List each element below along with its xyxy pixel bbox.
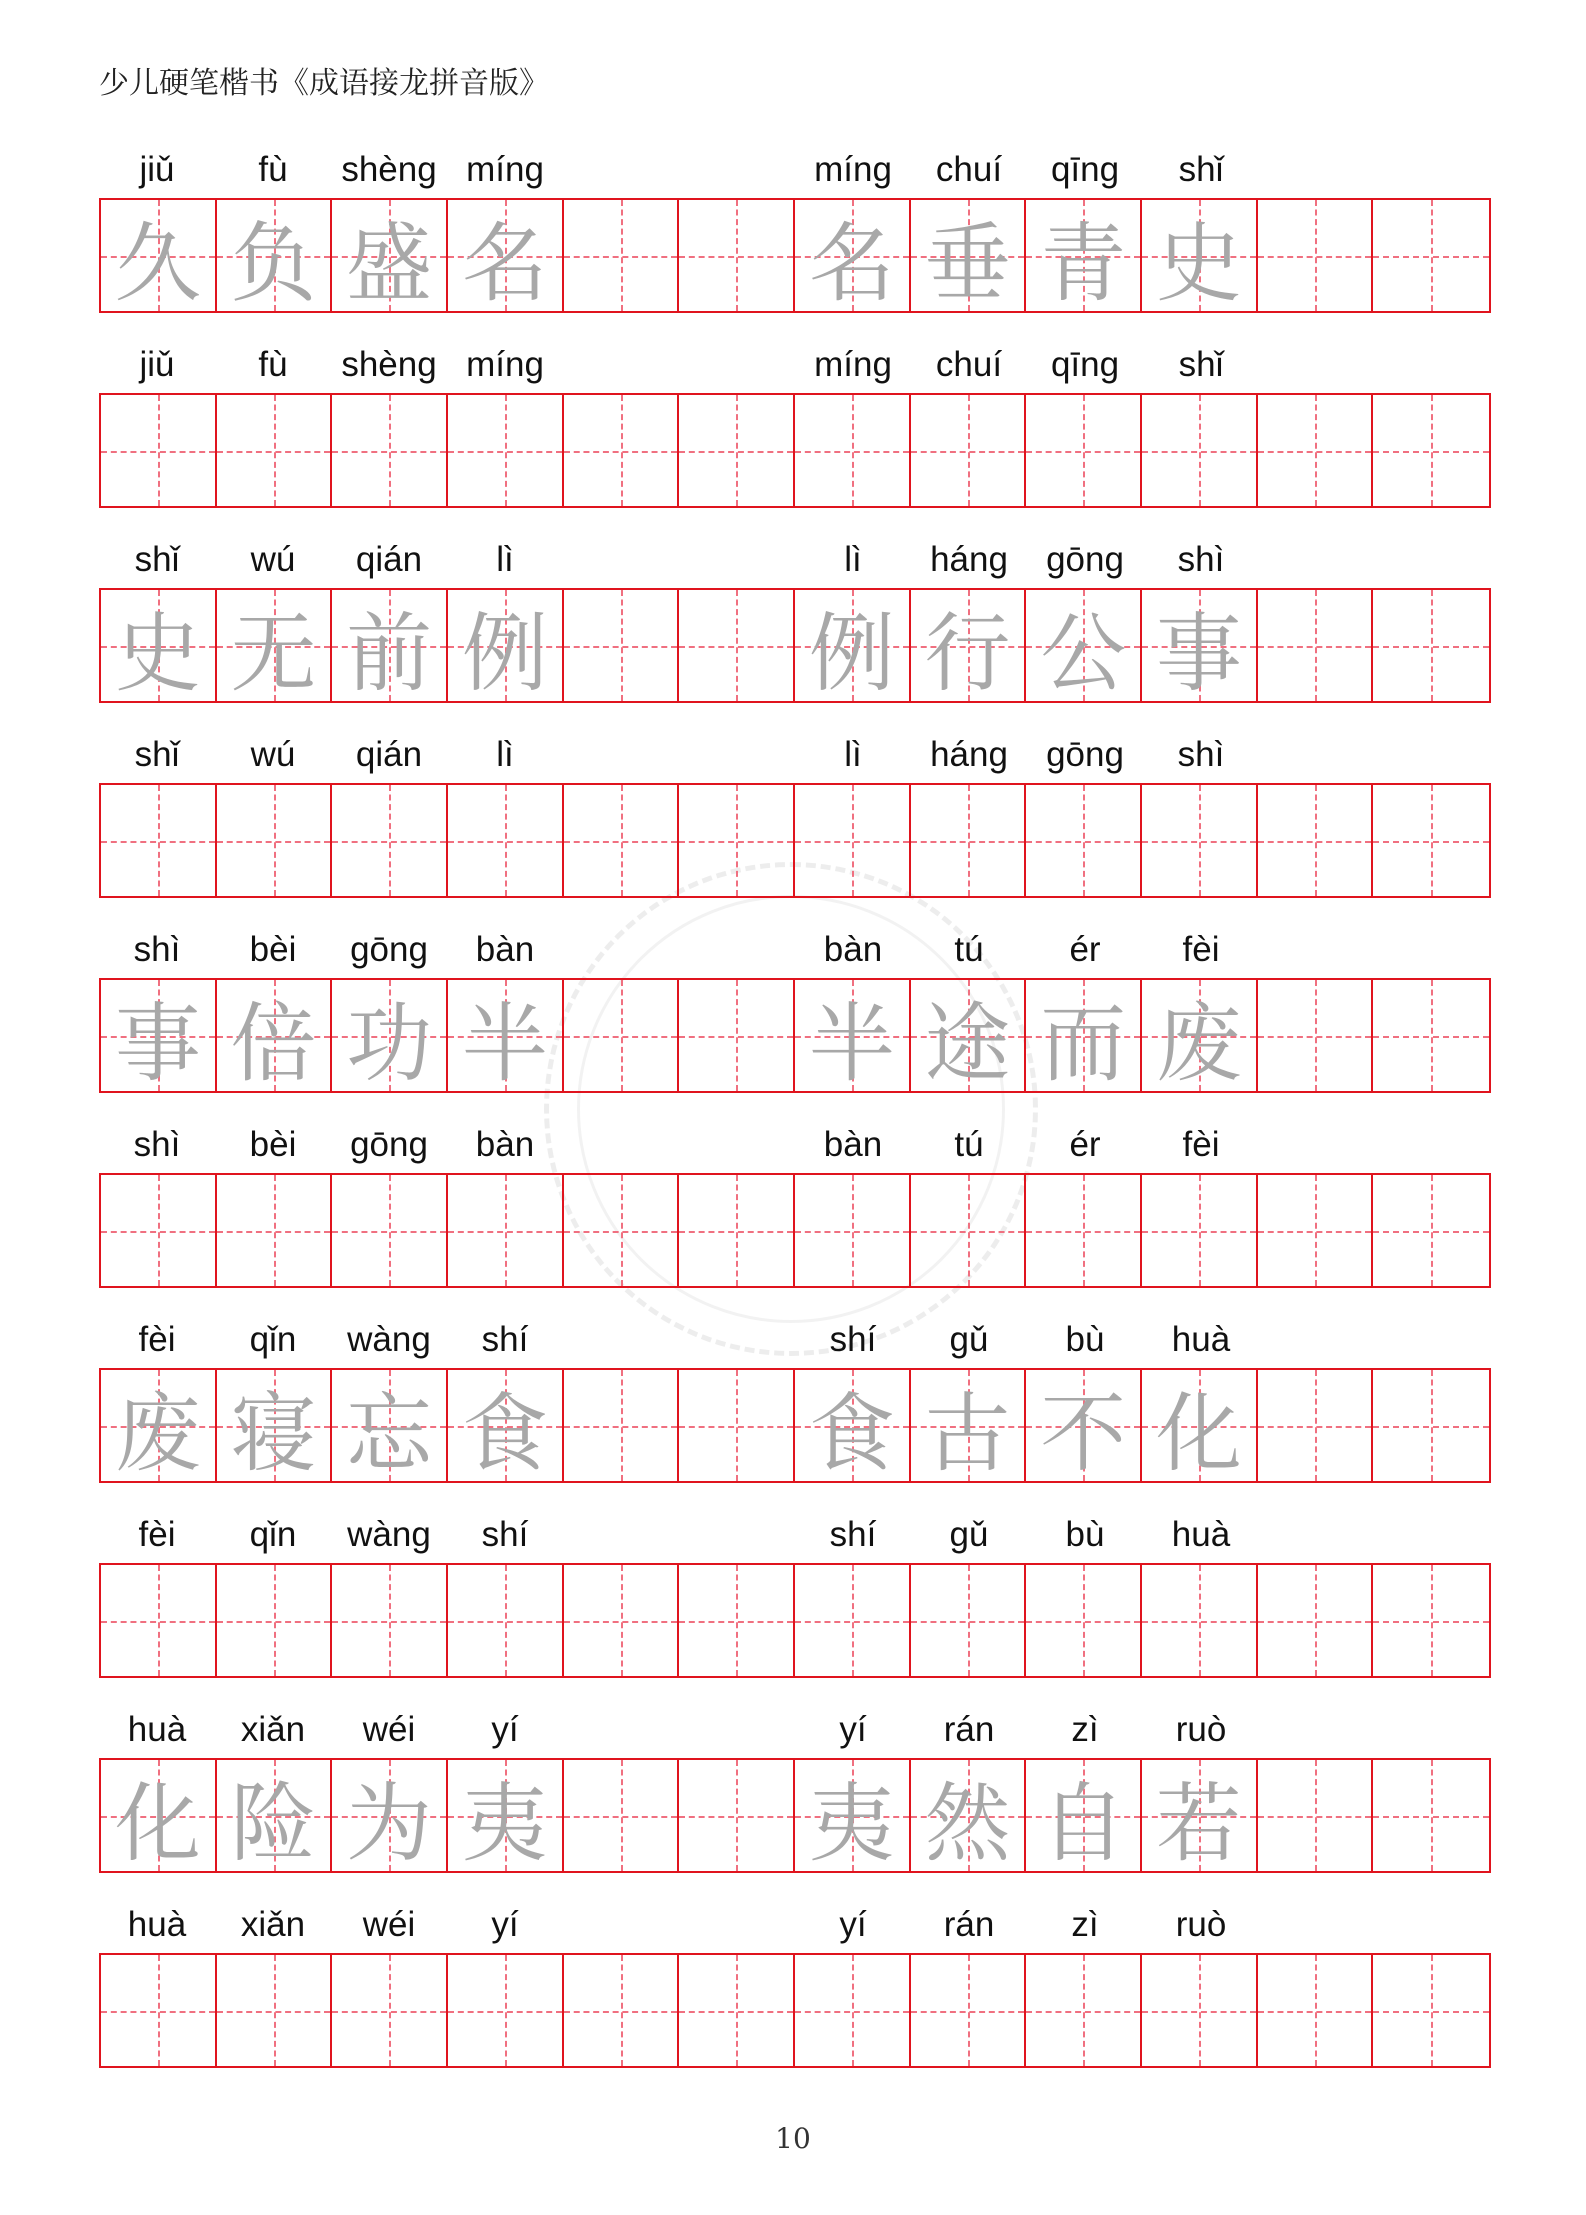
writing-cell[interactable] — [332, 1370, 448, 1484]
writing-cell[interactable] — [448, 200, 564, 314]
pinyin-label: háng — [930, 735, 1008, 774]
trace-character: 青 — [1040, 213, 1127, 314]
pinyin-label: chuí — [935, 345, 1003, 384]
writing-cell[interactable] — [1026, 1175, 1142, 1286]
writing-cell[interactable] — [911, 1175, 1027, 1286]
pinyin-label: tú — [954, 1125, 984, 1164]
pinyin-label: qǐn — [249, 1320, 297, 1359]
tianzige-grid — [99, 1953, 1491, 2068]
trace-character: 半 — [808, 993, 895, 1094]
writing-cell[interactable] — [911, 200, 1027, 314]
writing-cell[interactable] — [1258, 590, 1374, 701]
writing-cell[interactable] — [217, 1175, 333, 1286]
pinyin-label: ér — [1069, 1125, 1101, 1164]
pinyin-label: shǐ — [134, 735, 180, 774]
pinyin-label: wú — [250, 735, 296, 774]
writing-cell[interactable] — [332, 590, 448, 704]
pinyin-label: míng — [814, 150, 892, 189]
writing-cell[interactable] — [101, 785, 217, 896]
tianzige-grid — [99, 1563, 1491, 1678]
writing-cell[interactable] — [795, 1565, 911, 1676]
writing-cell[interactable] — [1373, 1175, 1489, 1286]
tianzige-grid — [99, 1368, 1491, 1483]
trace-character: 名 — [461, 213, 548, 314]
pinyin-label: tú — [954, 930, 984, 969]
pinyin-label: jiǔ — [139, 150, 175, 189]
trace-character: 而 — [1040, 993, 1127, 1094]
trace-character: 自 — [1040, 1773, 1127, 1874]
writing-cell[interactable] — [101, 1565, 217, 1676]
pinyin-label: gōng — [350, 930, 428, 969]
trace-character: 废 — [114, 1383, 201, 1484]
writing-cell[interactable] — [1142, 1175, 1258, 1286]
writing-cell[interactable] — [1142, 200, 1258, 314]
writing-cell[interactable] — [101, 200, 217, 314]
pinyin-label: bàn — [475, 1125, 535, 1164]
pinyin-label: ruò — [1175, 1710, 1227, 1749]
pinyin-label: lì — [496, 735, 514, 774]
writing-cell[interactable] — [795, 200, 911, 314]
writing-cell[interactable] — [101, 395, 217, 506]
writing-cell[interactable] — [217, 1955, 333, 2066]
pinyin-label: zì — [1071, 1905, 1099, 1944]
pinyin-label: bèi — [249, 930, 297, 969]
trace-row — [99, 1308, 1491, 1483]
writing-cell[interactable] — [1373, 1370, 1489, 1481]
pinyin-label: jiǔ — [139, 345, 175, 384]
trace-character: 食 — [461, 1383, 548, 1484]
writing-cell[interactable] — [564, 200, 680, 311]
writing-cell[interactable] — [332, 200, 448, 314]
tianzige-grid — [99, 393, 1491, 508]
writing-cell[interactable] — [332, 395, 448, 506]
pinyin-label: bàn — [823, 1125, 883, 1164]
pinyin-label: shèng — [341, 150, 437, 189]
pinyin-label: gǔ — [949, 1320, 989, 1359]
writing-cell[interactable] — [1142, 980, 1258, 1094]
pinyin-label: lì — [844, 540, 862, 579]
pinyin-label: wéi — [362, 1905, 416, 1944]
tianzige-grid — [99, 978, 1491, 1093]
pinyin-label: gōng — [350, 1125, 428, 1164]
writing-cell[interactable] — [1142, 1760, 1258, 1874]
pinyin-label: qián — [355, 540, 423, 579]
writing-cell[interactable] — [1026, 785, 1142, 896]
pinyin-label: bàn — [823, 930, 883, 969]
writing-cell[interactable] — [1258, 1955, 1374, 2066]
writing-cell[interactable] — [1026, 1370, 1142, 1484]
pinyin-label: bù — [1065, 1515, 1105, 1554]
writing-cell[interactable] — [332, 1760, 448, 1874]
pinyin-label: yí — [839, 1905, 867, 1944]
writing-cell[interactable] — [1258, 1760, 1374, 1871]
writing-cell[interactable] — [564, 590, 680, 701]
writing-cell[interactable] — [1142, 590, 1258, 704]
trace-character: 化 — [114, 1773, 201, 1874]
practice-row — [99, 333, 1491, 508]
tianzige-grid — [99, 1758, 1491, 1873]
pinyin-label: míng — [466, 150, 544, 189]
writing-cell[interactable] — [217, 980, 333, 1094]
pinyin-label: bàn — [475, 930, 535, 969]
writing-cell[interactable] — [679, 200, 795, 311]
pinyin-label: gōng — [1046, 735, 1124, 774]
trace-character: 例 — [808, 603, 895, 704]
writing-cell[interactable] — [795, 1175, 911, 1286]
tianzige-grid — [99, 198, 1491, 313]
pinyin-label: shǐ — [134, 540, 180, 579]
trace-character: 负 — [230, 213, 317, 314]
writing-cell[interactable] — [911, 1760, 1027, 1874]
writing-cell[interactable] — [564, 980, 680, 1091]
trace-character: 夷 — [461, 1773, 548, 1874]
writing-cell[interactable] — [448, 1565, 564, 1676]
trace-character: 废 — [1155, 993, 1242, 1094]
pinyin-label: fèi — [138, 1515, 176, 1554]
pinyin-label: qīng — [1050, 150, 1120, 189]
writing-cell[interactable] — [101, 1370, 217, 1484]
pinyin-label: qǐn — [249, 1515, 297, 1554]
writing-cell[interactable] — [1026, 395, 1142, 506]
pinyin-label: fèi — [1182, 930, 1220, 969]
writing-cell[interactable] — [1026, 200, 1142, 314]
writing-cell[interactable] — [1373, 1955, 1489, 2066]
trace-character: 为 — [346, 1773, 433, 1874]
writing-cell[interactable] — [1258, 785, 1374, 896]
pinyin-label: shì — [1177, 735, 1225, 774]
pinyin-row — [99, 1308, 1491, 1368]
pinyin-label: qīng — [1050, 345, 1120, 384]
trace-character: 行 — [924, 603, 1011, 704]
pinyin-row — [99, 723, 1491, 783]
pinyin-label: yí — [491, 1710, 519, 1749]
pinyin-label: míng — [814, 345, 892, 384]
writing-cell[interactable] — [217, 785, 333, 896]
writing-cell[interactable] — [564, 395, 680, 506]
writing-cell[interactable] — [911, 980, 1027, 1094]
pinyin-label: shǐ — [1178, 150, 1224, 189]
writing-cell[interactable] — [448, 980, 564, 1094]
writing-cell[interactable] — [679, 1175, 795, 1286]
trace-character: 寝 — [230, 1383, 317, 1484]
writing-cell[interactable] — [564, 1370, 680, 1481]
writing-cell[interactable] — [217, 1565, 333, 1676]
writing-cell[interactable] — [448, 1370, 564, 1484]
pinyin-label: ruò — [1175, 1905, 1227, 1944]
writing-cell[interactable] — [332, 1565, 448, 1676]
pinyin-label: qián — [355, 735, 423, 774]
pinyin-label: fù — [258, 150, 288, 189]
writing-cell[interactable] — [1026, 1955, 1142, 2066]
writing-cell[interactable] — [679, 785, 795, 896]
writing-cell[interactable] — [1142, 1565, 1258, 1676]
writing-cell[interactable] — [1258, 980, 1374, 1091]
writing-cell[interactable] — [564, 1565, 680, 1676]
writing-cell[interactable] — [1373, 980, 1489, 1091]
trace-row — [99, 918, 1491, 1093]
trace-character: 前 — [346, 603, 433, 704]
writing-cell[interactable] — [217, 395, 333, 506]
writing-cell[interactable] — [795, 1760, 911, 1874]
pinyin-label: rán — [943, 1710, 995, 1749]
writing-cell[interactable] — [1258, 1175, 1374, 1286]
pinyin-label: fèi — [138, 1320, 176, 1359]
trace-character: 垂 — [924, 213, 1011, 314]
pinyin-label: wàng — [347, 1320, 431, 1359]
writing-cell[interactable] — [101, 590, 217, 704]
writing-cell[interactable] — [1373, 395, 1489, 506]
writing-cell[interactable] — [679, 1370, 795, 1481]
writing-cell[interactable] — [217, 1760, 333, 1874]
writing-cell[interactable] — [1026, 980, 1142, 1094]
trace-character: 公 — [1040, 603, 1127, 704]
writing-cell[interactable] — [448, 1175, 564, 1286]
trace-character: 史 — [1155, 213, 1242, 314]
trace-character: 无 — [230, 603, 317, 704]
writing-cell[interactable] — [1373, 1760, 1489, 1871]
trace-character: 食 — [808, 1383, 895, 1484]
pinyin-label: xiǎn — [240, 1905, 306, 1944]
practice-row — [99, 1113, 1491, 1288]
writing-cell[interactable] — [1258, 200, 1374, 311]
trace-character: 史 — [114, 603, 201, 704]
writing-cell[interactable] — [911, 785, 1027, 896]
writing-cell[interactable] — [332, 980, 448, 1094]
writing-cell[interactable] — [564, 785, 680, 896]
pinyin-label: ér — [1069, 930, 1101, 969]
writing-cell[interactable] — [679, 590, 795, 701]
pinyin-label: shí — [829, 1320, 877, 1359]
trace-character: 例 — [461, 603, 548, 704]
writing-cell[interactable] — [217, 200, 333, 314]
pinyin-label: lì — [844, 735, 862, 774]
writing-cell[interactable] — [217, 590, 333, 704]
pinyin-label: wàng — [347, 1515, 431, 1554]
writing-cell[interactable] — [679, 1760, 795, 1871]
pinyin-label: huà — [127, 1905, 187, 1944]
trace-character: 然 — [924, 1773, 1011, 1874]
pinyin-label: huà — [1171, 1515, 1231, 1554]
trace-character: 事 — [1155, 603, 1242, 704]
writing-cell[interactable] — [448, 590, 564, 704]
pinyin-label: shì — [1177, 540, 1225, 579]
writing-cell[interactable] — [1142, 1370, 1258, 1484]
tianzige-grid — [99, 1173, 1491, 1288]
pinyin-row — [99, 528, 1491, 588]
pinyin-label: shǐ — [1178, 345, 1224, 384]
page-header: 少儿硬笔楷书《成语接龙拼音版》 — [99, 66, 549, 101]
pinyin-label: shí — [481, 1320, 529, 1359]
writing-cell[interactable] — [217, 1370, 333, 1484]
writing-cell[interactable] — [564, 1175, 680, 1286]
page-number: 10 — [775, 2122, 811, 2155]
writing-cell[interactable] — [1026, 590, 1142, 704]
pinyin-label: yí — [491, 1905, 519, 1944]
pinyin-label: yí — [839, 1710, 867, 1749]
writing-cell[interactable] — [1373, 1565, 1489, 1676]
pinyin-label: gōng — [1046, 540, 1124, 579]
pinyin-label: huà — [127, 1710, 187, 1749]
pinyin-label: fèi — [1182, 1125, 1220, 1164]
pinyin-label: shí — [829, 1515, 877, 1554]
pinyin-label: wú — [250, 540, 296, 579]
trace-character: 倍 — [230, 993, 317, 1094]
writing-cell[interactable] — [911, 1955, 1027, 2066]
writing-cell[interactable] — [1373, 200, 1489, 311]
pinyin-row — [99, 138, 1491, 198]
trace-character: 半 — [461, 993, 548, 1094]
pinyin-row — [99, 1698, 1491, 1758]
pinyin-label: zì — [1071, 1710, 1099, 1749]
trace-row — [99, 528, 1491, 703]
writing-cell[interactable] — [1258, 395, 1374, 506]
writing-cell[interactable] — [564, 1955, 680, 2066]
trace-character: 久 — [114, 213, 201, 314]
writing-cell[interactable] — [795, 1955, 911, 2066]
trace-character: 夷 — [808, 1773, 895, 1874]
writing-cell[interactable] — [101, 1760, 217, 1874]
writing-cell[interactable] — [448, 395, 564, 506]
writing-cell[interactable] — [911, 395, 1027, 506]
writing-cell[interactable] — [795, 1370, 911, 1484]
pinyin-label: fù — [258, 345, 288, 384]
writing-cell[interactable] — [679, 1565, 795, 1676]
writing-cell[interactable] — [101, 980, 217, 1094]
trace-character: 忘 — [346, 1383, 433, 1484]
pinyin-label: háng — [930, 540, 1008, 579]
pinyin-label: míng — [466, 345, 544, 384]
writing-cell[interactable] — [332, 1175, 448, 1286]
writing-cell[interactable] — [795, 395, 911, 506]
pinyin-label: shèng — [341, 345, 437, 384]
pinyin-label: shí — [481, 1515, 529, 1554]
writing-cell[interactable] — [1373, 590, 1489, 701]
trace-row — [99, 1698, 1491, 1873]
trace-row — [99, 138, 1491, 313]
trace-character: 盛 — [346, 213, 433, 314]
writing-cell[interactable] — [911, 590, 1027, 704]
writing-cell[interactable] — [332, 1955, 448, 2066]
writing-cell[interactable] — [679, 395, 795, 506]
pinyin-row — [99, 1113, 1491, 1173]
trace-character: 名 — [808, 213, 895, 314]
practice-row — [99, 1503, 1491, 1678]
practice-row — [99, 1893, 1491, 2068]
writing-cell[interactable] — [101, 1955, 217, 2066]
pinyin-label: rán — [943, 1905, 995, 1944]
writing-cell[interactable] — [1258, 1565, 1374, 1676]
writing-cell[interactable] — [679, 980, 795, 1091]
writing-cell[interactable] — [448, 1760, 564, 1874]
pinyin-label: wéi — [362, 1710, 416, 1749]
writing-cell[interactable] — [1373, 785, 1489, 896]
writing-cell[interactable] — [795, 590, 911, 704]
trace-character: 若 — [1155, 1773, 1242, 1874]
writing-cell[interactable] — [679, 1955, 795, 2066]
tianzige-grid — [99, 588, 1491, 703]
pinyin-label: bù — [1065, 1320, 1105, 1359]
writing-cell[interactable] — [448, 1955, 564, 2066]
writing-cell[interactable] — [1142, 395, 1258, 506]
writing-cell[interactable] — [1142, 785, 1258, 896]
pinyin-label: bèi — [249, 1125, 297, 1164]
pinyin-label: shì — [133, 930, 181, 969]
writing-cell[interactable] — [448, 785, 564, 896]
trace-character: 化 — [1155, 1383, 1242, 1484]
practice-row — [99, 723, 1491, 898]
writing-cell[interactable] — [564, 1760, 680, 1871]
pinyin-label: shì — [133, 1125, 181, 1164]
trace-character: 事 — [114, 993, 201, 1094]
writing-cell[interactable] — [795, 980, 911, 1094]
trace-character: 途 — [924, 993, 1011, 1094]
pinyin-label: lì — [496, 540, 514, 579]
writing-cell[interactable] — [1026, 1565, 1142, 1676]
writing-cell[interactable] — [795, 785, 911, 896]
trace-character: 功 — [346, 993, 433, 1094]
writing-cell[interactable] — [332, 785, 448, 896]
pinyin-label: gǔ — [949, 1515, 989, 1554]
writing-cell[interactable] — [1258, 1370, 1374, 1481]
pinyin-label: huà — [1171, 1320, 1231, 1359]
trace-character: 险 — [230, 1773, 317, 1874]
pinyin-row — [99, 918, 1491, 978]
trace-character: 古 — [924, 1383, 1011, 1484]
tianzige-grid — [99, 783, 1491, 898]
writing-cell[interactable] — [1026, 1760, 1142, 1874]
pinyin-row — [99, 1893, 1491, 1953]
pinyin-row — [99, 333, 1491, 393]
writing-cell[interactable] — [911, 1370, 1027, 1484]
writing-cell[interactable] — [911, 1565, 1027, 1676]
pinyin-label: chuí — [935, 150, 1003, 189]
pinyin-row — [99, 1503, 1491, 1563]
pinyin-label: xiǎn — [240, 1710, 306, 1749]
trace-character: 不 — [1040, 1383, 1127, 1484]
writing-cell[interactable] — [101, 1175, 217, 1286]
writing-cell[interactable] — [1142, 1955, 1258, 2066]
